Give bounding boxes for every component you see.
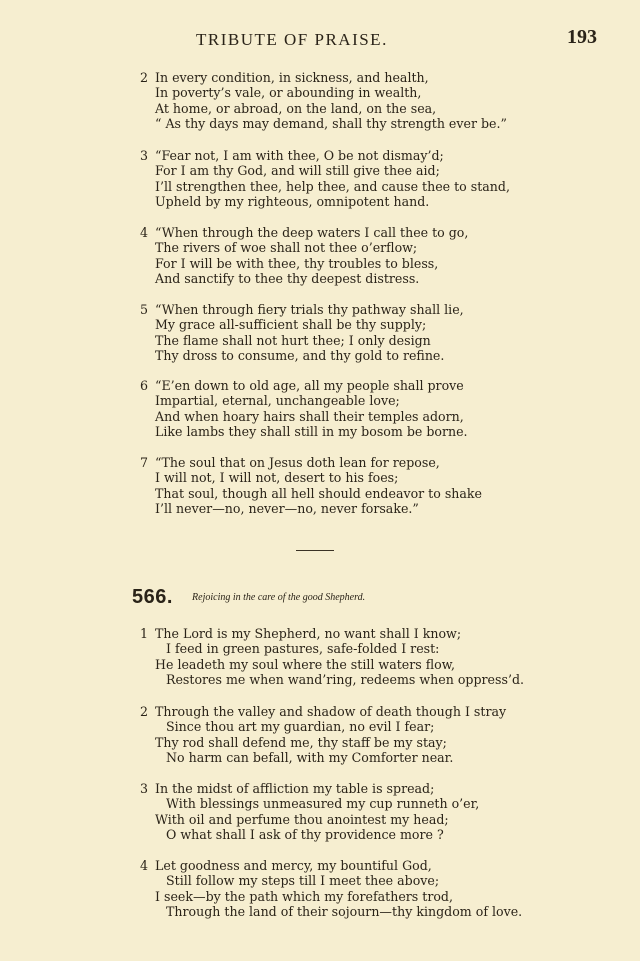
verse-text: My grace all-sufficient shall be thy supply; xyxy=(155,317,427,333)
stanza xyxy=(140,858,540,920)
verse-text: “E’en down to old age, all my people shall prove xyxy=(155,378,464,393)
hymn-divider xyxy=(296,550,334,551)
verse-text: Through the valley and shadow of death though I stray xyxy=(155,704,507,719)
verse-text: Thy rod shall defend me, thy staff be my stay; xyxy=(155,734,447,750)
verse-line xyxy=(140,719,540,734)
hymn-number: 566. xyxy=(132,586,173,608)
verse-line xyxy=(140,225,540,240)
stanza xyxy=(140,455,540,517)
verse-line xyxy=(140,116,540,131)
verse-line xyxy=(140,163,540,178)
verse-line xyxy=(140,470,540,485)
verse-line xyxy=(140,501,540,516)
stanza-number: 5 xyxy=(140,302,149,317)
verse-line xyxy=(140,827,540,842)
verse-text: O what shall I ask of thy providence more ? xyxy=(166,827,444,843)
verse-text: I’ll strengthen thee, help thee, and cause thee to stand, xyxy=(155,178,510,194)
verse-text: Impartial, eternal, unchangeable love; xyxy=(155,393,400,409)
verse-text: I feed in green pastures, safe-folded I rest: xyxy=(166,641,440,657)
verse-text: Thy dross to consume, and thy gold to refine. xyxy=(155,348,445,364)
stanza xyxy=(140,704,540,766)
verse-line xyxy=(140,348,540,363)
verse-line xyxy=(140,889,540,904)
verse-text: Like lambs they shall still in my bosom be borne. xyxy=(155,424,468,440)
stanza xyxy=(140,781,540,843)
verse-line xyxy=(140,302,540,317)
stanza-number: 7 xyxy=(140,455,149,470)
hymn-subtitle: Rejoicing in the care of the good Shepherd. xyxy=(192,592,366,603)
stanza xyxy=(140,70,540,132)
verse-text: In the midst of affliction my table is spread; xyxy=(155,781,435,796)
verse-text: Through the land of their sojourn—thy kingdom of love. xyxy=(166,904,523,920)
verse-text: The rivers of woe shall not thee o’erflow; xyxy=(155,240,418,256)
verse-line xyxy=(140,271,540,286)
verse-line xyxy=(140,626,540,641)
verse-line xyxy=(140,812,540,827)
verse-text: Upheld by my righteous, omnipotent hand. xyxy=(155,194,430,210)
stanza xyxy=(140,626,540,688)
verse-line xyxy=(140,85,540,100)
verse-line xyxy=(140,858,540,873)
verse-line xyxy=(140,873,540,888)
verse-line xyxy=(140,240,540,255)
verse-text: “Fear not, I am with thee, O be not dismay’d; xyxy=(155,148,444,163)
verse-text: With oil and perfume thou anointest my head; xyxy=(155,811,449,827)
verse-line xyxy=(140,378,540,393)
stanza-number: 1 xyxy=(140,626,149,641)
verse-line xyxy=(140,179,540,194)
verse-line xyxy=(140,455,540,470)
stanza-number: 2 xyxy=(140,704,149,719)
verse-text: That soul, though all hell should endeavor to shake xyxy=(155,485,482,501)
verse-text: Let goodness and mercy, my bountiful God, xyxy=(155,858,432,873)
verse-line xyxy=(140,317,540,332)
page-header xyxy=(0,26,640,56)
verse-line xyxy=(140,781,540,796)
verse-text: Restores me when wand’ring, redeems when oppress’d. xyxy=(166,672,525,688)
verse-line xyxy=(140,735,540,750)
verse-text: With blessings unmeasured my cup runneth o’er, xyxy=(166,796,480,812)
verse-text: “ As thy days may demand, shall thy strength ever be.” xyxy=(155,116,507,132)
verse-text: I seek—by the path which my forefathers trod, xyxy=(155,888,453,904)
verse-text: “The soul that on Jesus doth lean for repose, xyxy=(155,455,440,470)
verse-line xyxy=(140,641,540,656)
page-number: 193 xyxy=(567,26,597,48)
verse-line xyxy=(140,750,540,765)
verse-text: For I am thy God, and will still give thee aid; xyxy=(155,163,440,179)
verse-text: I will not, I will not, desert to his foes; xyxy=(155,470,399,486)
verse-line xyxy=(140,194,540,209)
verse-text: He leadeth my soul where the still waters flow, xyxy=(155,656,455,672)
stanza-number: 3 xyxy=(140,781,149,796)
verse-text: Still follow my steps till I meet thee above; xyxy=(166,873,440,889)
verse-text: I’ll never—no, never—no, never forsake.” xyxy=(155,501,419,517)
verse-text: The Lord is my Shepherd, no want shall I know; xyxy=(155,626,462,641)
verse-text: “When through the deep waters I call thee to go, xyxy=(155,225,469,240)
verse-line xyxy=(140,333,540,348)
stanza-number: 3 xyxy=(140,148,149,163)
verse-text: And when hoary hairs shall their temples adorn, xyxy=(155,408,464,424)
verse-line xyxy=(140,904,540,919)
verse-text: “When through fiery trials thy pathway shall lie, xyxy=(155,302,464,317)
stanza-number: 4 xyxy=(140,858,149,873)
verse-line xyxy=(140,704,540,719)
stanza-number: 4 xyxy=(140,225,149,240)
verse-line xyxy=(140,657,540,672)
verse-text: For I will be with thee, thy troubles to bless, xyxy=(155,255,439,271)
hymn-heading xyxy=(132,586,365,610)
verse-text: At home, or abroad, on the land, on the sea, xyxy=(155,100,437,116)
verse-line xyxy=(140,101,540,116)
stanza-number: 6 xyxy=(140,378,149,393)
verse-line xyxy=(140,256,540,271)
verse-line xyxy=(140,70,540,85)
verse-text: In every condition, in sickness, and health, xyxy=(155,70,429,85)
verse-text: And sanctify to thee thy deepest distress. xyxy=(155,271,420,287)
verse-line xyxy=(140,393,540,408)
verse-text: The flame shall not hurt thee; I only design xyxy=(155,332,431,348)
verse-text: In poverty’s vale, or abounding in wealth, xyxy=(155,85,422,101)
verse-text: No harm can befall, with my Comforter near. xyxy=(166,750,454,766)
stanza xyxy=(140,302,540,364)
running-title: TRIBUTE OF PRAISE. xyxy=(196,30,388,49)
stanza-number: 2 xyxy=(140,70,149,85)
stanza xyxy=(140,148,540,210)
verse-line xyxy=(140,148,540,163)
verse-line xyxy=(140,486,540,501)
verse-line xyxy=(140,424,540,439)
verse-line xyxy=(140,409,540,424)
stanza xyxy=(140,378,540,440)
stanza xyxy=(140,225,540,287)
verse-text: Since thou art my guardian, no evil I fear; xyxy=(166,719,435,735)
verse-line xyxy=(140,796,540,811)
verse-line xyxy=(140,672,540,687)
